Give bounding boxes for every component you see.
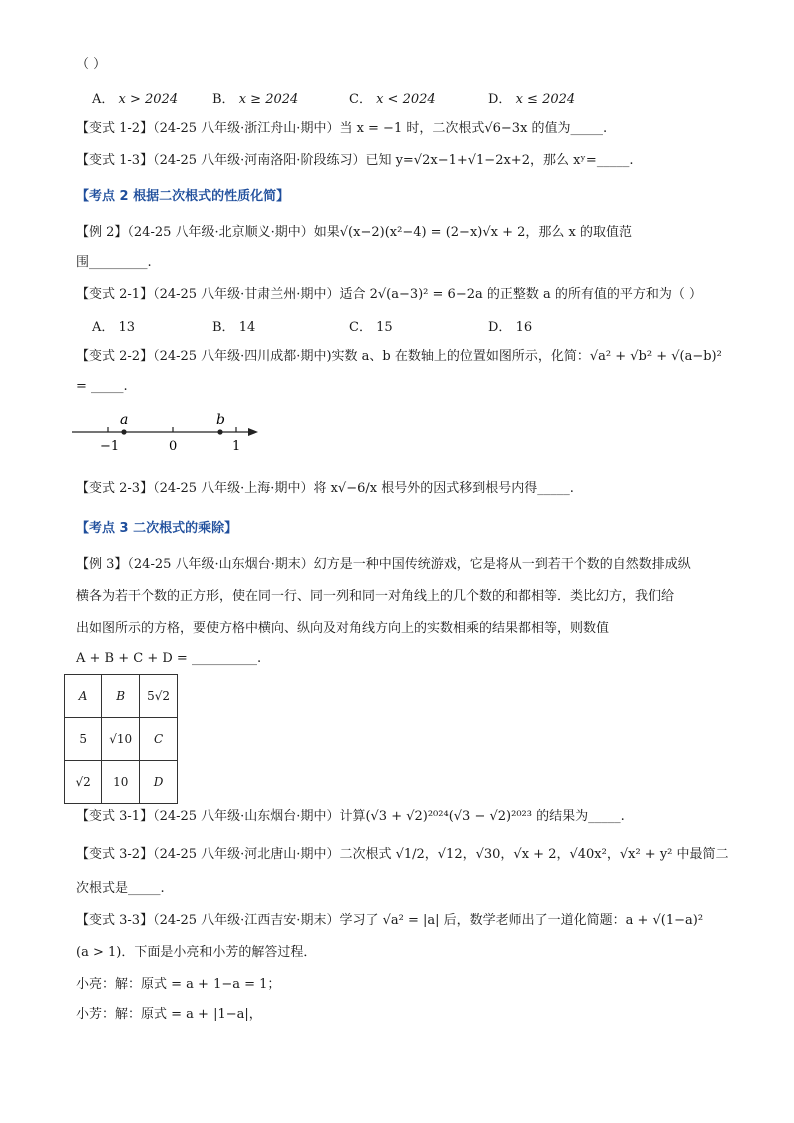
grid-cell: C [140, 718, 178, 761]
v21-option-b: B． 14 [212, 320, 256, 335]
magic-square-grid [64, 674, 178, 804]
grid-cell: √2 [65, 761, 102, 804]
variant-3-3-line3: 小亮：解：原式 = a + 1−a = 1； [76, 977, 281, 992]
number-line [68, 410, 268, 456]
example-2-line2: 围_________. [76, 255, 152, 270]
question-bracket: （ ） [76, 57, 107, 72]
option-d: D． x ≤ 2024 [488, 92, 576, 107]
option-c: C． x < 2024 [349, 92, 436, 107]
point-b-dot [217, 429, 222, 434]
example-3-line4: A + B + C + D = __________. [76, 651, 262, 666]
point-b-label: b [216, 412, 225, 428]
variant-3-2-line2: 次根式是_____. [76, 881, 165, 896]
variant-3-3-line4: 小芳：解：原式 = a + |1−a|， [76, 1007, 262, 1022]
section-3-heading: 【考点 3 二次根式的乘除】 [76, 521, 238, 536]
variant-2-2-line1: 【变式 2-2】（24-25 八年级·四川成都·期中)实数 a、b 在数轴上的位置如图所示，化简：√a² + √b² + √(a−b)² [76, 349, 722, 364]
grid-row [65, 718, 178, 761]
variant-2-2-line2: = _____. [76, 379, 128, 394]
variant-3-3-line2: (a > 1)．下面是小亮和小芳的解答过程． [76, 945, 317, 960]
v21-option-a: A． 13 [92, 320, 136, 335]
option-a: A． x > 2024 [92, 92, 179, 107]
number-line-arrow [248, 428, 258, 436]
variant-1-2: 【变式 1-2】（24-25 八年级·浙江舟山·期中）当 x = −1 时，二次根式√6−3x 的值为_____. [76, 121, 608, 136]
grid-cell: 5√2 [140, 675, 178, 718]
variant-3-3-line1: 【变式 3-3】（24-25 八年级·江西吉安·期末）学习了 √a² = |a| 后，数学老师出了一道化简题：a + √(1−a)² [76, 913, 704, 928]
grid-cell: 10 [102, 761, 140, 804]
point-a-label: a [120, 412, 129, 428]
example-3-line1: 【例 3】（24-25 八年级·山东烟台·期末）幻方是一种中国传统游戏，它是将从一到若干个数的自然数排成纵 [76, 557, 691, 572]
v21-option-d: D． 16 [488, 320, 533, 335]
example-3-line2: 横各为若干个数的正方形，使在同一行、同一列和同一对角线上的几个数的和都相等．类比幻方，我们给 [76, 589, 675, 604]
grid-row [65, 675, 178, 718]
variant-1-3: 【变式 1-3】（24-25 八年级·河南洛阳·阶段练习）已知 y=√2x−1+√1−2x+2，那么 xʸ=_____. [76, 153, 634, 168]
variant-2-1: 【变式 2-1】（24-25 八年级·甘肃兰州·期中）适合 2√(a−3)² = 6−2a 的正整数 a 的所有值的平方和为（ ） [76, 287, 703, 302]
option-b: B． x ≥ 2024 [212, 92, 299, 107]
variant-3-2-line1: 【变式 3-2】（24-25 八年级·河北唐山·期中）二次根式 √1/2，√12，√30，√x + 2，√40x²，√x² + y² 中最简二 [76, 847, 729, 862]
grid-row [65, 761, 178, 804]
grid-cell: 5 [65, 718, 102, 761]
tick-0-label: 0 [169, 439, 178, 454]
variant-3-1: 【变式 3-1】（24-25 八年级·山东烟台·期中）计算(√3 + √2)²⁰²⁴(√3 − √2)²⁰²³ 的结果为_____. [76, 809, 625, 824]
v21-option-c: C． 15 [349, 320, 393, 335]
tick-1-label: 1 [232, 439, 241, 454]
grid-cell: √10 [102, 718, 140, 761]
grid-cell: D [140, 761, 178, 804]
section-2-heading: 【考点 2 根据二次根式的性质化简】 [76, 189, 290, 204]
example-2-line1: 【例 2】（24-25 八年级·北京顺义·期中）如果√(x−2)(x²−4) = (2−x)√x + 2，那么 x 的取值范 [76, 225, 632, 240]
grid-cell: A [65, 675, 102, 718]
tick-neg1-label: −1 [100, 439, 120, 454]
point-a-dot [121, 429, 126, 434]
grid-cell: B [102, 675, 140, 718]
example-3-line3: 出如图所示的方格，要使方格中横向、纵向及对角线方向上的实数相乘的结果都相等，则数值 [76, 621, 610, 636]
variant-2-3: 【变式 2-3】（24-25 八年级·上海·期中）将 x√−6/x 根号外的因式移到根号内得_____. [76, 481, 574, 496]
